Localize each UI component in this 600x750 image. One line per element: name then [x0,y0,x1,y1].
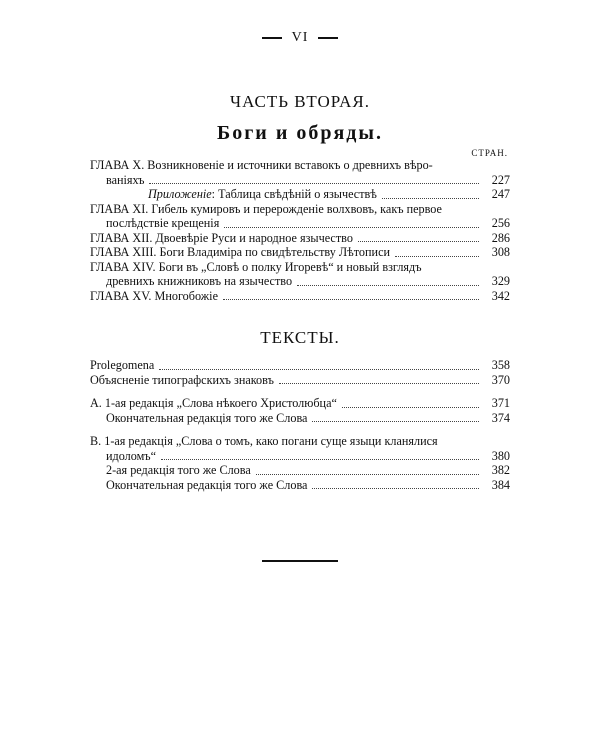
toc-page-number: 371 [491,396,510,410]
toc-entry-label: древнихъ книжниковъ на язычество [106,274,293,288]
toc-entry-prolegomena[interactable] [90,358,510,373]
dot-leader [382,198,479,199]
toc-entry-chapter-14-line1: ГЛАВА XIV. Боги въ „Словѣ о полку Игоревѣ“ и новый взглядъ [90,259,422,274]
toc-entry-chapter-10-line1: ГЛАВА X. Возникновеніе и источники вставокъ о древнихъ вѣро- [90,158,433,172]
toc-page-number: 247 [491,187,510,201]
toc-entry-label [148,187,377,202]
toc-entry-label: ваніяхъ [106,172,145,187]
toc-entry-label: 2-ая редакція того же Слова [106,463,251,477]
toc-entry-typographic-signs[interactable] [90,373,510,388]
section-title: Боги и обряды. [216,122,384,144]
part-title: ЧАСТЬ ВТОРАЯ. [230,92,370,111]
dot-leader [161,459,479,460]
toc-entry-chapter-12[interactable] [90,231,510,246]
header-dash-left [262,37,282,39]
dot-leader [256,474,479,475]
dot-leader [224,227,479,228]
page-header [0,30,600,46]
dot-leader [312,488,479,489]
dot-leader [223,299,479,300]
toc-entry-a-first-redaction[interactable] [90,396,510,411]
toc-entry-appendix[interactable] [90,187,510,202]
toc-entry-b-first-redaction-line1: В. 1-ая редакція „Слова о томъ, како погани суще языци кланялися [90,434,438,448]
header-dash-right [318,37,338,39]
toc-entry-chapter-10[interactable] [90,173,510,188]
toc-part-two [90,158,510,303]
toc-page-number: 308 [491,245,510,259]
toc-page-number: 382 [491,463,510,477]
toc-page-number: 374 [491,410,510,425]
spacer [90,387,510,396]
toc-page-number: 384 [491,477,510,492]
toc-entry-b-final-redaction[interactable] [90,478,510,493]
toc-page-number: 370 [491,372,510,387]
dot-leader [159,369,479,370]
toc-page-number: 358 [491,358,510,372]
dot-leader [297,285,479,286]
spacer [90,425,510,434]
dot-leader [342,407,479,408]
dot-leader [312,421,479,422]
toc-entry-label: ГЛАВА XII. Двоевѣріе Руси и народное язычество [90,230,353,245]
toc-texts [90,358,510,492]
end-rule [262,560,338,562]
toc-entry-label: ГЛАВА XV. Многобожіе [90,288,218,303]
toc-page-number: 329 [491,274,510,288]
appendix-title: : Таблица свѣдѣній о язычествѣ [211,187,377,201]
toc-entry-label: ГЛАВА XIII. Боги Владиміра по свидѣтельству Лѣтописи [90,245,391,259]
page-number-roman: VI [291,30,309,45]
toc-entry-label: А. 1-ая редакція „Слова нѣкоего Христолюбца“ [90,396,337,410]
toc-entry-a-final-redaction[interactable] [90,411,510,426]
toc-page-number: 380 [491,448,510,463]
toc-entry-chapter-11[interactable] [90,216,510,231]
dot-leader [149,183,479,184]
toc-entry-chapter-13[interactable] [90,245,510,260]
toc-page-number: 342 [491,288,510,303]
toc-entry-label: Prolegomena [90,358,155,372]
toc-entry-chapter-15[interactable] [90,289,510,304]
toc-entry-label: послѣдствіе крещенія [106,216,220,230]
toc-page-number: 286 [491,230,510,245]
toc-entry-label: Окончательная редакція того же Слова [106,477,308,492]
toc-entry-chapter-11-line1: ГЛАВА XI. Гибель кумировъ и перерожденіе волхвовъ, какъ первое [90,201,442,216]
toc-page-number: 256 [491,216,510,230]
toc-entry-b-first-redaction[interactable] [90,449,510,464]
toc-entry-label: идоломъ“ [106,448,157,463]
toc-entry-b-second-redaction[interactable] [90,463,510,478]
toc-entry-label: Объясненіе типографскихъ знаковъ [90,372,274,387]
texts-title: ТЕКСТЫ. [260,328,340,347]
page-column-label: СТРАН. [471,148,508,158]
dot-leader [395,256,479,257]
dot-leader [358,241,479,242]
appendix-label: Приложеніе [148,187,212,201]
toc-entry-chapter-14[interactable] [90,274,510,289]
dot-leader [279,383,479,384]
toc-entry-label: Окончательная редакція того же Слова [106,410,308,425]
toc-page-number: 227 [491,172,510,187]
